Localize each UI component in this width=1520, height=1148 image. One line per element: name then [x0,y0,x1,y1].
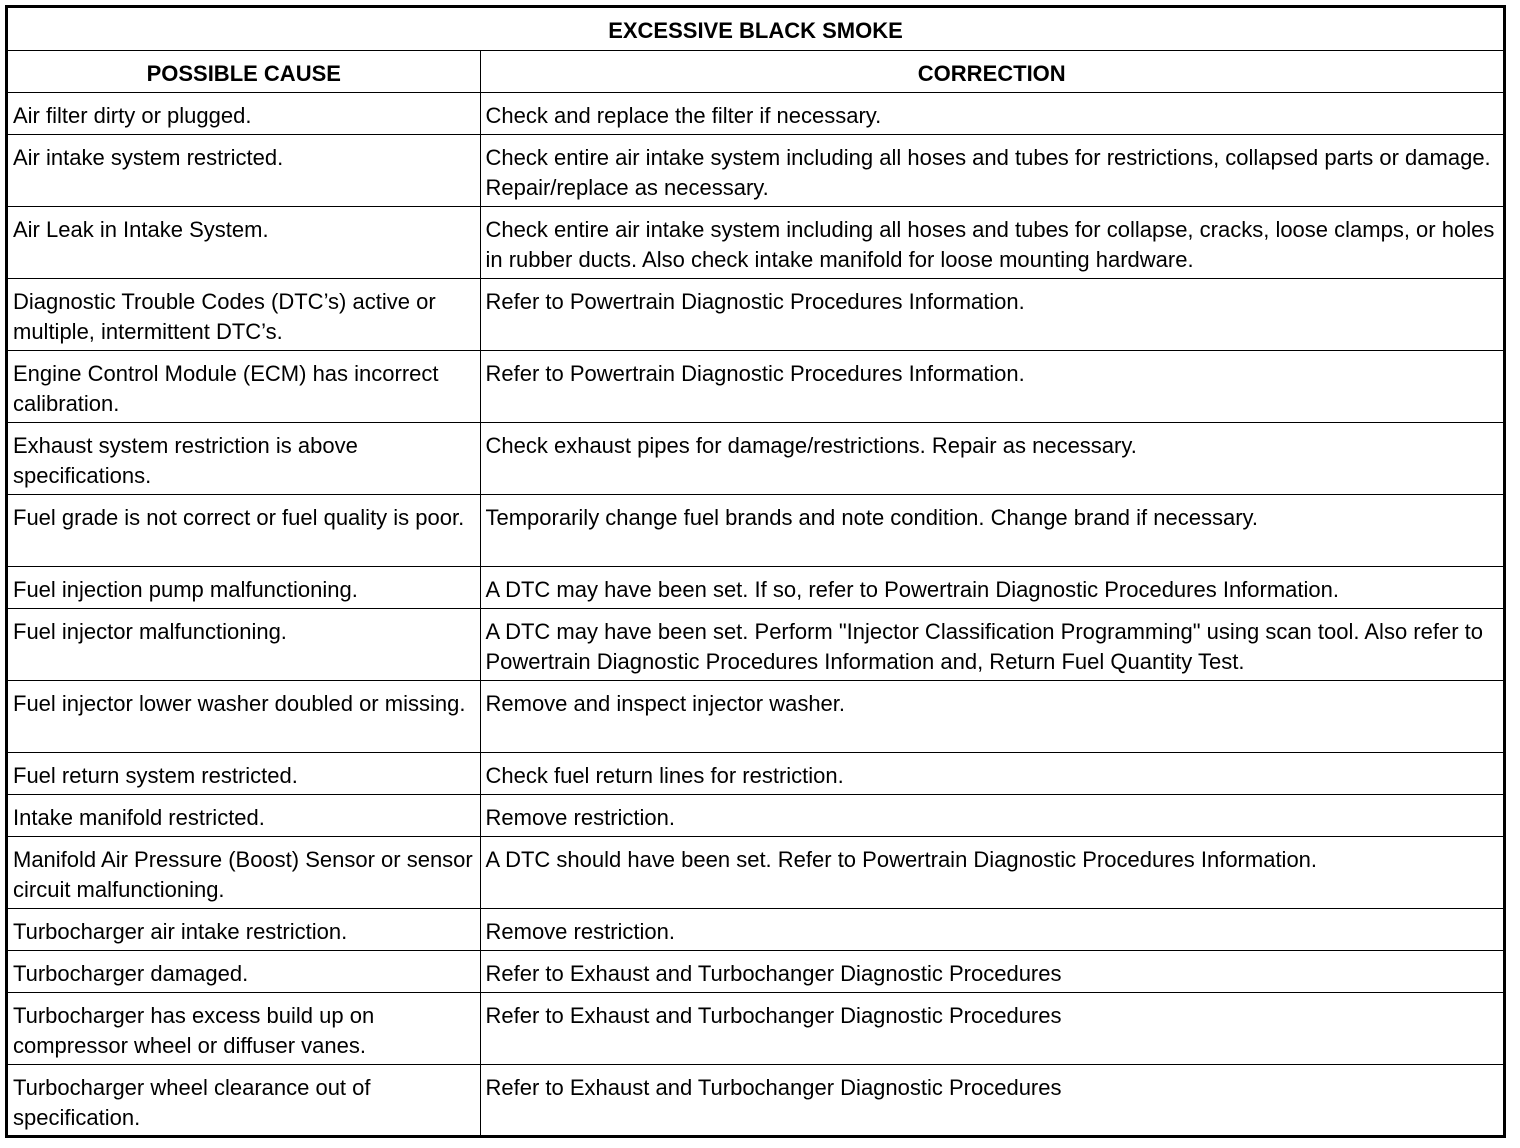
possible-cause-cell: Manifold Air Pressure (Boost) Sensor or sensor circuit malfunctioning. [8,836,480,908]
possible-cause-cell: Engine Control Module (ECM) has incorrect calibration. [8,350,480,422]
correction-cell: A DTC may have been set. If so, refer to Powertrain Diagnostic Procedures Information. [480,566,1503,608]
possible-cause-cell: Air filter dirty or plugged. [8,92,480,134]
possible-cause-cell: Fuel return system restricted. [8,752,480,794]
table-row [8,134,1503,206]
table-row [8,206,1503,278]
correction-cell: Refer to Exhaust and Turbochanger Diagnostic Procedures [480,950,1503,992]
possible-cause-cell: Turbocharger wheel clearance out of specification. [8,1064,480,1136]
table-title: EXCESSIVE BLACK SMOKE [8,8,1503,50]
possible-cause-cell: Turbocharger air intake restriction. [8,908,480,950]
table-row [8,350,1503,422]
table-row [8,278,1503,350]
correction-cell: Refer to Powertrain Diagnostic Procedures Information. [480,350,1503,422]
table-row [8,566,1503,608]
possible-cause-cell: Air intake system restricted. [8,134,480,206]
correction-cell: A DTC should have been set. Refer to Powertrain Diagnostic Procedures Information. [480,836,1503,908]
troubleshooting-table [8,8,1503,1136]
correction-cell: Remove restriction. [480,908,1503,950]
possible-cause-cell: Air Leak in Intake System. [8,206,480,278]
possible-cause-cell: Intake manifold restricted. [8,794,480,836]
correction-cell: Remove and inspect injector washer. [480,680,1503,752]
table-row [8,752,1503,794]
table-row [8,422,1503,494]
table-row [8,494,1503,566]
correction-cell: Check fuel return lines for restriction. [480,752,1503,794]
table-row [8,1064,1503,1136]
possible-cause-cell: Fuel injector malfunctioning. [8,608,480,680]
column-header-possible-cause: POSSIBLE CAUSE [8,50,480,92]
correction-cell: Check exhaust pipes for damage/restrictions. Repair as necessary. [480,422,1503,494]
correction-cell: Refer to Exhaust and Turbochanger Diagnostic Procedures [480,992,1503,1064]
correction-cell: Refer to Exhaust and Turbochanger Diagnostic Procedures [480,1064,1503,1136]
correction-cell: Remove restriction. [480,794,1503,836]
troubleshooting-table-frame [5,5,1506,1138]
table-row [8,92,1503,134]
table-row [8,992,1503,1064]
table-row [8,836,1503,908]
table-row [8,680,1503,752]
correction-cell: Check entire air intake system including all hoses and tubes for restrictions, collapsed parts or damage. Repair/replace as necessary. [480,134,1503,206]
title-row [8,8,1503,50]
possible-cause-cell: Turbocharger has excess build up on compressor wheel or diffuser vanes. [8,992,480,1064]
possible-cause-cell: Fuel injector lower washer doubled or missing. [8,680,480,752]
table-row [8,794,1503,836]
table-row [8,950,1503,992]
table-row [8,608,1503,680]
table-row [8,908,1503,950]
possible-cause-cell: Fuel grade is not correct or fuel quality is poor. [8,494,480,566]
correction-cell: Temporarily change fuel brands and note condition. Change brand if necessary. [480,494,1503,566]
correction-cell: Check entire air intake system including all hoses and tubes for collapse, cracks, loose clamps, or holes in rubber ducts. Also check intake manifold for loose mounting hardware. [480,206,1503,278]
header-row [8,50,1503,92]
possible-cause-cell: Diagnostic Trouble Codes (DTC’s) active or multiple, intermittent DTC’s. [8,278,480,350]
correction-cell: A DTC may have been set. Perform "Injector Classification Programming" using scan tool. Also refer to Powertrain Diagnostic Procedures Information and, Return Fuel Quantity Test. [480,608,1503,680]
column-header-correction: CORRECTION [480,50,1503,92]
correction-cell: Check and replace the filter if necessary. [480,92,1503,134]
possible-cause-cell: Exhaust system restriction is above specifications. [8,422,480,494]
correction-cell: Refer to Powertrain Diagnostic Procedures Information. [480,278,1503,350]
possible-cause-cell: Turbocharger damaged. [8,950,480,992]
possible-cause-cell: Fuel injection pump malfunctioning. [8,566,480,608]
